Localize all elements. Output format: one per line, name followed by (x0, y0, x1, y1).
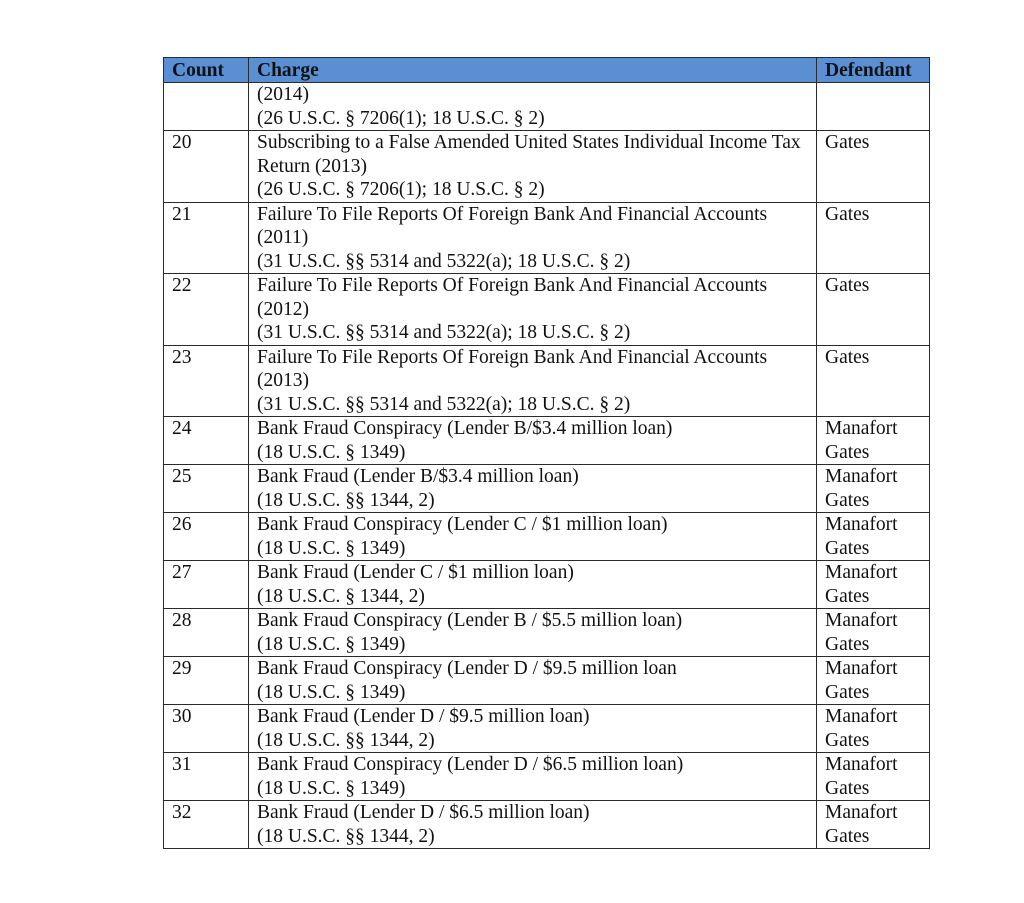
charge-cell (249, 753, 817, 801)
defendant-name: Gates (825, 777, 870, 799)
charge-citation: (18 U.S.C. § 1349) (257, 633, 406, 655)
defendant-name: Gates (825, 203, 870, 225)
table-row (164, 753, 930, 801)
charge-description: Bank Fraud Conspiracy (Lender D / $9.5 million loan (257, 658, 677, 679)
charge-cell (249, 561, 817, 609)
charge-cell (249, 274, 817, 346)
count-cell: 32 (164, 801, 249, 849)
count-cell: 21 (164, 202, 249, 274)
table-row (164, 345, 930, 417)
charge-description: Bank Fraud Conspiracy (Lender B / $5.5 million loan) (257, 610, 683, 631)
defendant-cell (817, 561, 930, 609)
count-cell: 25 (164, 465, 249, 513)
charge-citation: (18 U.S.C. § 1349) (257, 777, 406, 799)
defendant-cell (817, 83, 930, 131)
table-row (164, 561, 930, 609)
charge-citation: (26 U.S.C. § 7206(1); 18 U.S.C. § 2) (257, 107, 545, 129)
charge-description: Bank Fraud (Lender D / $6.5 million loan) (257, 802, 590, 823)
charge-cell (249, 801, 817, 849)
defendant-name: Gates (825, 729, 870, 751)
defendant-name: Manafort (825, 466, 898, 487)
defendant-name: Gates (825, 681, 870, 703)
table-row (164, 513, 930, 561)
charge-description: Bank Fraud (Lender D / $9.5 million loan) (257, 706, 590, 727)
charge-cell (249, 345, 817, 417)
charge-cell (249, 657, 817, 705)
charges-table (163, 57, 930, 849)
charge-citation: (18 U.S.C. §§ 1344, 2) (257, 729, 435, 751)
defendant-name: Manafort (825, 610, 898, 631)
defendant-name: Manafort (825, 514, 898, 535)
defendant-name: Manafort (825, 418, 898, 439)
defendant-name: Gates (825, 537, 870, 559)
table-header (164, 58, 930, 83)
charge-description: Bank Fraud (Lender B/$3.4 million loan) (257, 466, 579, 487)
charge-cell (249, 465, 817, 513)
defendant-cell (817, 513, 930, 561)
charge-description: Bank Fraud (Lender C / $1 million loan) (257, 562, 574, 583)
defendant-cell (817, 131, 930, 203)
table-row (164, 131, 930, 203)
charge-citation: (26 U.S.C. § 7206(1); 18 U.S.C. § 2) (257, 179, 545, 200)
defendant-name: Gates (825, 132, 870, 153)
charge-cell (249, 417, 817, 465)
table-row (164, 417, 930, 465)
count-cell: 28 (164, 609, 249, 657)
charge-description: (2014) (257, 84, 309, 105)
charge-cell (249, 513, 817, 561)
defendant-cell (817, 345, 930, 417)
count-cell: 27 (164, 561, 249, 609)
count-cell: 31 (164, 753, 249, 801)
charge-description: Subscribing to a False Amended United States Individual Income Tax Return (2013) (257, 132, 801, 177)
defendant-name: Manafort (825, 562, 898, 583)
defendant-cell (817, 417, 930, 465)
charge-citation: (31 U.S.C. §§ 5314 and 5322(a); 18 U.S.C. § 2) (257, 322, 631, 343)
defendant-cell (817, 465, 930, 513)
charge-citation: (18 U.S.C. § 1344, 2) (257, 585, 425, 607)
defendant-cell (817, 274, 930, 346)
defendant-cell (817, 657, 930, 705)
table-row (164, 202, 930, 274)
charge-cell (249, 131, 817, 203)
table-row (164, 465, 930, 513)
count-cell: 26 (164, 513, 249, 561)
table-row (164, 801, 930, 849)
defendant-name: Gates (825, 275, 870, 296)
defendant-name: Manafort (825, 706, 898, 727)
charge-cell (249, 609, 817, 657)
header-defendant: Defendant (817, 58, 930, 83)
table-row (164, 83, 930, 131)
charge-description: Failure To File Reports Of Foreign Bank And Financial Accounts (2011) (257, 203, 768, 248)
charge-citation: (18 U.S.C. § 1349) (257, 537, 406, 559)
header-charge: Charge (249, 58, 817, 83)
table-row (164, 705, 930, 753)
defendant-cell (817, 609, 930, 657)
table-body (164, 83, 930, 849)
defendant-cell (817, 202, 930, 274)
defendant-name: Gates (825, 489, 870, 511)
defendant-name: Gates (825, 346, 870, 368)
charge-cell (249, 202, 817, 274)
count-cell: 24 (164, 417, 249, 465)
defendant-name: Manafort (825, 658, 898, 679)
defendant-cell (817, 753, 930, 801)
charge-cell (249, 705, 817, 753)
table-row (164, 657, 930, 705)
defendant-cell (817, 801, 930, 849)
count-cell: 29 (164, 657, 249, 705)
charge-description: Bank Fraud Conspiracy (Lender B/$3.4 million loan) (257, 418, 673, 439)
defendant-name: Manafort (825, 754, 898, 775)
charge-cell (249, 83, 817, 131)
charge-citation: (18 U.S.C. § 1349) (257, 681, 406, 703)
charge-citation: (18 U.S.C. §§ 1344, 2) (257, 825, 435, 847)
defendant-name: Gates (825, 633, 870, 655)
table-row (164, 609, 930, 657)
charge-citation: (18 U.S.C. §§ 1344, 2) (257, 489, 435, 511)
charge-description: Bank Fraud Conspiracy (Lender D / $6.5 million loan) (257, 754, 684, 775)
defendant-cell (817, 705, 930, 753)
count-cell (164, 83, 249, 131)
charge-description: Bank Fraud Conspiracy (Lender C / $1 million loan) (257, 514, 668, 535)
header-count: Count (164, 58, 249, 83)
defendant-name: Manafort (825, 802, 898, 823)
count-cell: 20 (164, 131, 249, 203)
charge-citation: (18 U.S.C. § 1349) (257, 441, 406, 463)
charge-citation: (31 U.S.C. §§ 5314 and 5322(a); 18 U.S.C. § 2) (257, 250, 631, 272)
header-row (164, 58, 930, 83)
defendant-name: Gates (825, 825, 870, 847)
table-row (164, 274, 930, 346)
defendant-name: Gates (825, 441, 870, 463)
count-cell: 22 (164, 274, 249, 346)
count-cell: 30 (164, 705, 249, 753)
charge-description: Failure To File Reports Of Foreign Bank And Financial Accounts (2012) (257, 275, 768, 320)
charge-citation: (31 U.S.C. §§ 5314 and 5322(a); 18 U.S.C. § 2) (257, 393, 631, 415)
count-cell: 23 (164, 345, 249, 417)
defendant-name: Gates (825, 585, 870, 607)
charge-description: Failure To File Reports Of Foreign Bank And Financial Accounts (2013) (257, 346, 768, 391)
